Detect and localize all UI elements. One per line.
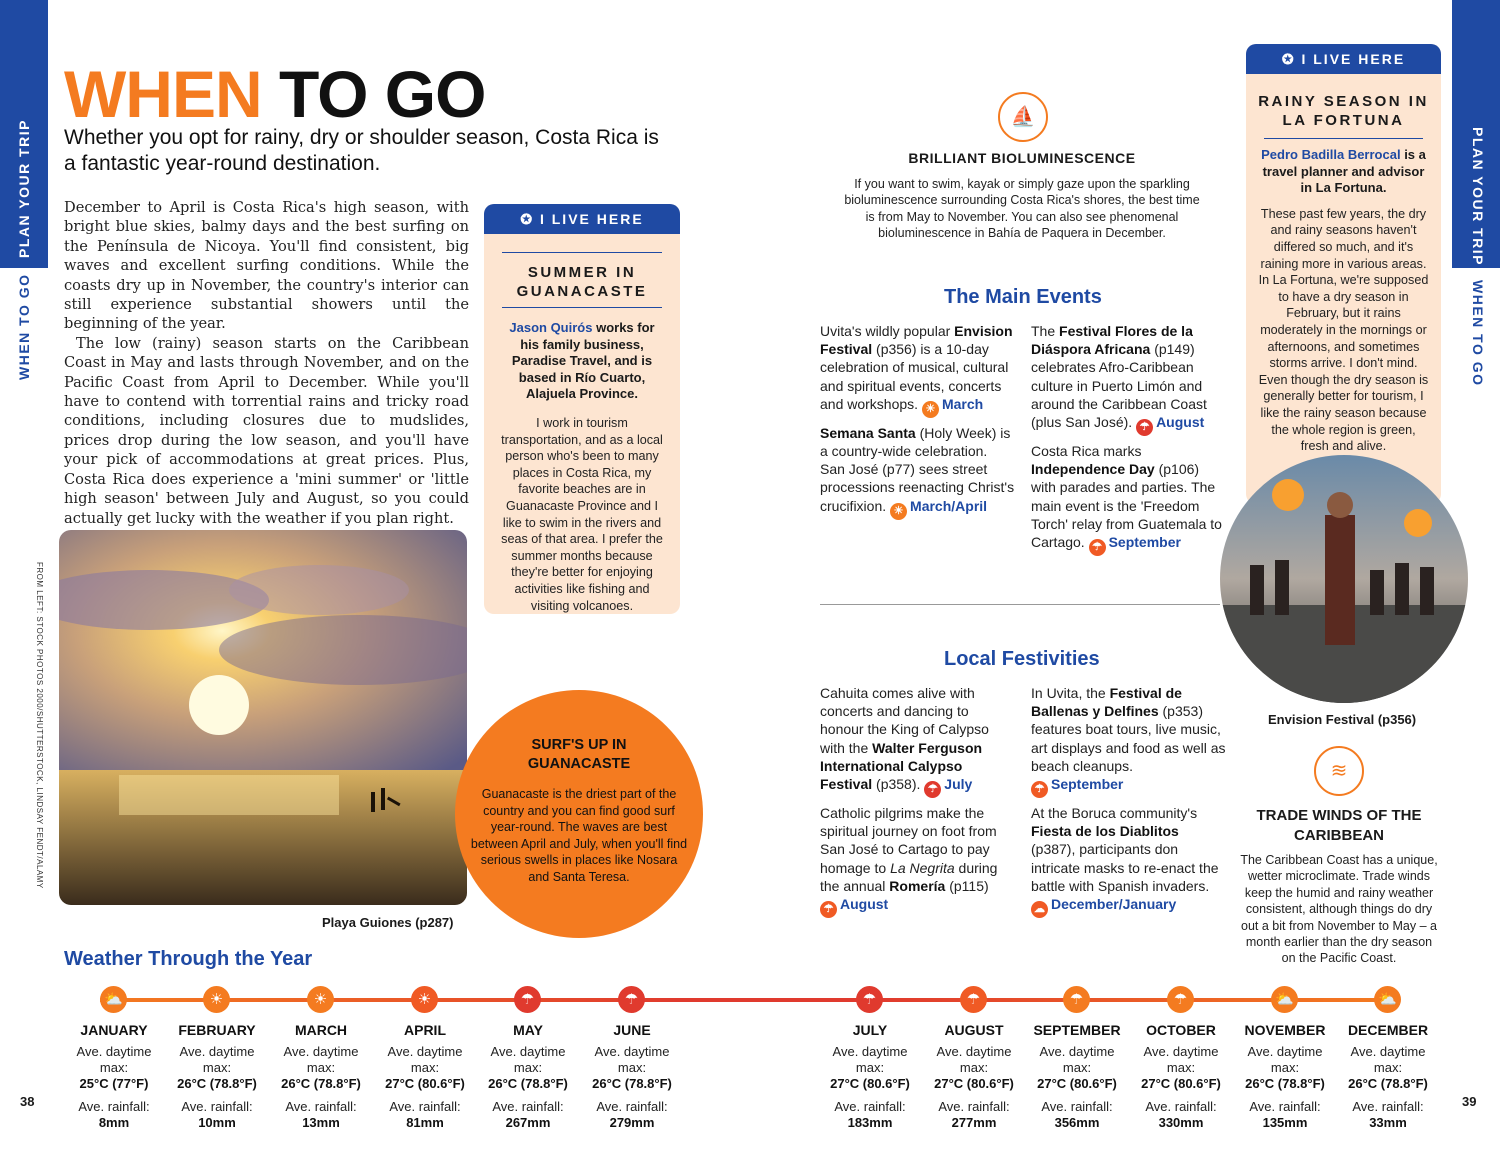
page-number-left: 38 [20, 1094, 35, 1109]
weather-month [1336, 1022, 1440, 1131]
rain-icon: ☂ [1136, 419, 1153, 436]
rain-label: Ave. rainfall: [1249, 1099, 1321, 1114]
weather-month [373, 1022, 477, 1131]
temp-label: Ave. daytime max: [1143, 1044, 1219, 1075]
sun-cloud-icon: ⛅ [1271, 986, 1298, 1013]
event-item: Cahuita comes alive with concerts and dancing to honour the King of Calypso with the Walter Ferguson International Calypso Festival (p358). ☂ July [820, 684, 1016, 798]
temp-value: 26°C (78.8°F) [177, 1076, 257, 1091]
temp-label: Ave. daytime max: [1039, 1044, 1115, 1075]
rain-icon: ☂ [856, 986, 883, 1013]
rain-label: Ave. rainfall: [596, 1099, 668, 1114]
i-live-here-box-right [1246, 44, 1441, 504]
kayak-icon: ⛵ [998, 92, 1048, 142]
sidebar-when-to-go: WHEN TO GO [1470, 280, 1486, 387]
weather-month [476, 1022, 580, 1131]
local-festivities-title: Local Festivities [944, 648, 1100, 670]
month-name: JANUARY [80, 1022, 148, 1038]
temp-label: Ave. daytime max: [1350, 1044, 1426, 1075]
event-item: Semana Santa (Holy Week) is a country-wide celebration. San José (p77) sees street processions reenacting Christ's crucifixion. ☀ March/April [820, 424, 1016, 520]
weather-month [165, 1022, 269, 1131]
event-item: The Festival Flores de la Diáspora Africana (p149) celebrates Afro-Caribbean culture in Puerto Limón and around the Caribbean Coast (plus San José). ☂ August [1031, 322, 1227, 436]
rain-value: 356mm [1054, 1115, 1100, 1130]
star-badge-icon: ✪ [1281, 51, 1302, 67]
sun-icon: ☀ [890, 503, 907, 520]
page-title: WHEN TO GO [64, 57, 486, 131]
box-divider [1264, 138, 1423, 139]
body-paragraph: December to April is Costa Rica's high season, with bright blue skies, balmy days and the best surfing on the Península de Nicoya. You'll find consistent, big waves and excellent surfing conditions. While the coasts dry up in November, the country's interior can still experience substantial showers until the beginning of the year. [64, 199, 469, 333]
rain-icon: ☂ [1063, 986, 1090, 1013]
rain-icon: ☂ [1089, 539, 1106, 556]
month-name: NOVEMBER [1244, 1022, 1326, 1038]
box-divider [502, 307, 662, 308]
temp-value: 26°C (78.8°F) [1348, 1076, 1428, 1091]
temp-value: 27°C (80.6°F) [385, 1076, 465, 1091]
photo-credit: FROM LEFT: STOCK PHOTOS 2000/SHUTTERSTOCK, LINDSAY FENDT/ALAMY [35, 562, 44, 889]
sidebar-plan-your-trip: PLAN YOUR TRIP [1470, 127, 1486, 266]
sun-icon: ☀ [922, 401, 939, 418]
surf-title: SURF'S UP IN GUANACASTE [527, 737, 631, 772]
temp-label: Ave. daytime max: [1247, 1044, 1323, 1075]
weather-month [1025, 1022, 1129, 1131]
sun-icon: ☀ [307, 986, 334, 1013]
month-name: MAY [513, 1022, 543, 1038]
rain-icon: ☂ [514, 986, 541, 1013]
temp-value: 26°C (78.8°F) [488, 1076, 568, 1091]
biolum-title: BRILLIANT BIOLUMINESCENCE [908, 150, 1136, 166]
rain-label: Ave. rainfall: [181, 1099, 253, 1114]
local-col1 [820, 684, 1016, 924]
rain-icon: ☂ [960, 986, 987, 1013]
rain-value: 8mm [98, 1115, 130, 1130]
rain-label: Ave. rainfall: [1145, 1099, 1217, 1114]
main-events-col2 [1031, 322, 1227, 562]
page-number-right: 39 [1462, 1094, 1477, 1109]
event-item: At the Boruca community's Fiesta de los Diablitos (p387), participants don intricate masks to re-enact the battle with Spanish invaders. ☁ December/January [1031, 804, 1227, 918]
rain-value: 81mm [406, 1115, 444, 1130]
temp-label: Ave. daytime max: [283, 1044, 359, 1075]
month-name: JUNE [613, 1022, 651, 1038]
temp-value: 26°C (78.8°F) [1245, 1076, 1325, 1091]
sun-icon: ☀ [203, 986, 230, 1013]
sidebar-when-to-go: WHEN TO GO [16, 273, 32, 380]
temp-label: Ave. daytime max: [832, 1044, 908, 1075]
box-body: I work in tourism transportation, and as a local person who's been to many places in Costa Rica, my favorite beaches are in Guanacaste Province and I like to swim in the rivers and seas of that area. I prefer the summer months because they're better for enjoying activities like fishing and visiting volcanoes. [501, 415, 663, 613]
weather-month [62, 1022, 166, 1131]
month-name: SEPTEMBER [1033, 1022, 1121, 1038]
i-live-here-box-left [484, 204, 680, 614]
weather-month [269, 1022, 373, 1131]
temp-value: 27°C (80.6°F) [934, 1076, 1014, 1091]
temp-label: Ave. daytime max: [936, 1044, 1012, 1075]
rain-label: Ave. rainfall: [834, 1099, 906, 1114]
rain-label: Ave. rainfall: [78, 1099, 150, 1114]
rain-label: Ave. rainfall: [285, 1099, 357, 1114]
temp-value: 27°C (80.6°F) [1141, 1076, 1221, 1091]
rain-value: 13mm [302, 1115, 340, 1130]
rain-value: 10mm [198, 1115, 236, 1130]
rain-label: Ave. rainfall: [492, 1099, 564, 1114]
trade-title: TRADE WINDS OF THE CARIBBEAN [1256, 807, 1422, 844]
rain-value: 135mm [1262, 1115, 1308, 1130]
photo-caption: Envision Festival (p356) [1268, 712, 1417, 727]
sidebar-plan-your-trip: PLAN YOUR TRIP [16, 119, 32, 258]
rain-icon: ☂ [618, 986, 645, 1013]
main-events-title: The Main Events [944, 286, 1102, 308]
star-badge-icon: ✪ [520, 211, 540, 227]
box-header: ✪ I LIVE HERE [1246, 44, 1441, 74]
box-header: ✪ I LIVE HERE [484, 204, 680, 234]
temp-label: Ave. daytime max: [490, 1044, 566, 1075]
temp-value: 27°C (80.6°F) [830, 1076, 910, 1091]
sun-cloud-icon: ☁ [1031, 901, 1048, 918]
rain-label: Ave. rainfall: [1352, 1099, 1424, 1114]
rain-icon: ☂ [1031, 781, 1048, 798]
month-name: JULY [852, 1022, 888, 1038]
temp-label: Ave. daytime max: [387, 1044, 463, 1075]
rain-label: Ave. rainfall: [938, 1099, 1010, 1114]
festival-photo [1220, 455, 1468, 703]
rain-value: 267mm [505, 1115, 551, 1130]
temp-value: 26°C (78.8°F) [281, 1076, 361, 1091]
rain-icon: ☂ [820, 901, 837, 918]
rain-value: 277mm [951, 1115, 997, 1130]
surf-circle [455, 690, 703, 938]
rain-icon: ☂ [924, 781, 941, 798]
sun-cloud-icon: ⛅ [1374, 986, 1401, 1013]
rain-value: 279mm [609, 1115, 655, 1130]
box-lead: Jason Quirós works for his family business, Paradise Travel, and is based in Río Cuarto, Alajuela Province. [509, 320, 655, 402]
month-name: OCTOBER [1146, 1022, 1216, 1038]
weather-title: Weather Through the Year [64, 948, 313, 970]
month-name: APRIL [404, 1022, 446, 1038]
temp-value: 27°C (80.6°F) [1037, 1076, 1117, 1091]
month-name: AUGUST [944, 1022, 1004, 1038]
weather-month [922, 1022, 1026, 1131]
temp-value: 26°C (78.8°F) [592, 1076, 672, 1091]
rain-label: Ave. rainfall: [1041, 1099, 1113, 1114]
rain-value: 33mm [1369, 1115, 1407, 1130]
intro-text: Whether you opt for rainy, dry or shoulder season, Costa Rica is a fantastic year-round destination. [64, 126, 659, 175]
temp-label: Ave. daytime max: [76, 1044, 152, 1075]
weather-month [818, 1022, 922, 1131]
body-paragraph: The low (rainy) season starts on the Caribbean Coast in May and lasts through November, and on the Pacific Coast from April to December. While you'll have to contend with torrential rains and tricky road conditions, including closures due to mudslides, prices drop during the low season, and you'll have your pick of accommodations at great prices. Plus, Costa Rica does experience a 'mini summer' or 'little high season' between July and August, so you could actually get lucky with the weather if you plan right. [64, 334, 469, 527]
local-col2 [1031, 684, 1227, 924]
weather-timeline [100, 998, 1390, 1002]
event-item: Catholic pilgrims make the spiritual journey on foot from San José to Cartago to pay homage to La Negrita during the annual Romería (p115) ☂ August [820, 804, 1016, 918]
trade-body: The Caribbean Coast has a unique, wetter microclimate. Trade winds keep the humid and rainy weather consistent, although things do dry out a bit from November to May – a month earlier than the dry season on the Pacific Coast. [1240, 853, 1438, 966]
body-text [64, 198, 469, 528]
sun-cloud-icon: ⛅ [100, 986, 127, 1013]
weather-month [1233, 1022, 1337, 1131]
event-item: In Uvita, the Festival de Ballenas y Delfines (p353) features boat tours, live music, art displays and food as well as beach cleanups. ☂ September [1031, 684, 1227, 798]
rain-value: 183mm [847, 1115, 893, 1130]
event-item: Costa Rica marks Independence Day (p106) with parades and parties. The main event is the 'Freedom Torch' relay from Guatemala to Cartago. ☂ September [1031, 442, 1227, 556]
rain-value: 330mm [1158, 1115, 1204, 1130]
sun-icon: ☀ [411, 986, 438, 1013]
temp-label: Ave. daytime max: [179, 1044, 255, 1075]
box-title: SUMMER IN GUANACASTE [516, 264, 648, 300]
beach-photo [59, 530, 467, 905]
photo-caption: Playa Guiones (p287) [322, 915, 454, 930]
surf-body: Guanacaste is the driest part of the country and you can find good surf year-round. The waves are best between April and July, when you'll find serious swells in places like Nosara and Santa Teresa. [470, 787, 688, 884]
box-divider [502, 252, 662, 253]
box-lead: Pedro Badilla Berrocal is a travel planner and advisor in La Fortuna. [1261, 147, 1426, 196]
box-title: RAINY SEASON IN LA FORTUNA [1258, 93, 1429, 129]
temp-value: 25°C (77°F) [79, 1076, 149, 1091]
rain-icon: ☂ [1167, 986, 1194, 1013]
weather-month [580, 1022, 684, 1131]
month-name: MARCH [294, 1022, 348, 1038]
box-body: These past few years, the dry and rainy seasons haven't differed so much, and it's raining more in various areas. In La Fortuna, we're supposed to have a dry season in February, but it rains moderately in the mornings or afternoons, and sometimes storms arrive. I don't mind. Even though the dry season is generally better for tourism, I like the rainy season because the whole region is green, fresh and alive. [1258, 206, 1429, 454]
month-name: FEBRUARY [178, 1022, 256, 1038]
event-item: Uvita's wildly popular Envision Festival (p356) is a 10-day celebration of musical, cultural and spiritual events, concerts and workshops. ☀ March [820, 322, 1016, 418]
temp-label: Ave. daytime max: [594, 1044, 670, 1075]
section-divider [820, 604, 1220, 605]
month-name: DECEMBER [1347, 1022, 1429, 1038]
wind-icon: ≋ [1314, 746, 1364, 796]
main-events-col1 [820, 322, 1016, 526]
biolum-body: If you want to swim, kayak or simply gaze upon the sparkling bioluminescence surrounding Costa Rica's shores, the best time is from May to November. You can also see phenomenal bioluminescence in Bahía de Paquera in December. [844, 177, 1200, 241]
rain-label: Ave. rainfall: [389, 1099, 461, 1114]
weather-month [1129, 1022, 1233, 1131]
